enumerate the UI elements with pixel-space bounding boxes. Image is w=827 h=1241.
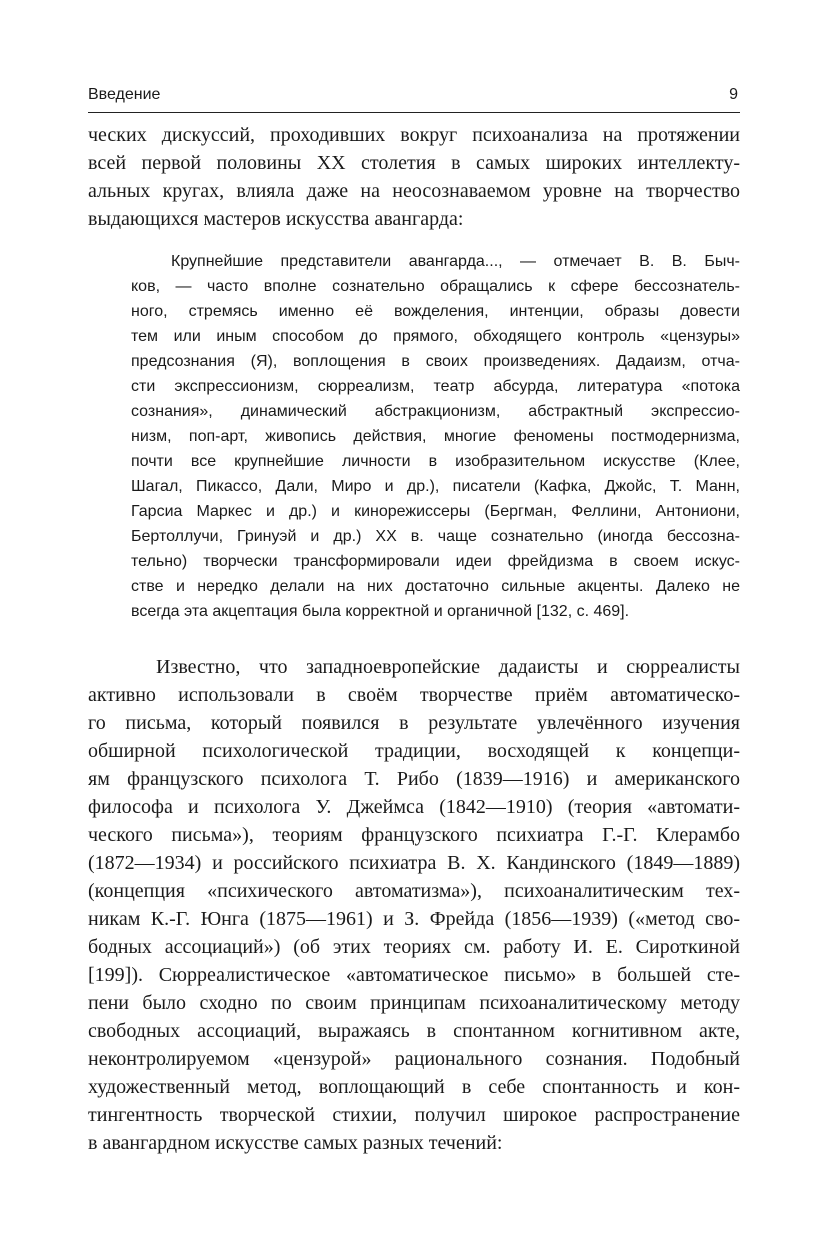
text-line: Известно, что западноевропейские дадаисты и сюрреалисты — [156, 656, 740, 678]
paragraph-main — [88, 656, 740, 1160]
quote-line: низм, поп-арт, живопись действия, многие феномены постмодернизма, — [131, 428, 740, 445]
text-line: выдающихся мастеров искусства авангарда: — [88, 208, 464, 230]
quote-line: Бертоллучи, Гринуэй и др.) ХХ в. чаще сознательно (иногда бессозна- — [131, 528, 740, 545]
text-line: никам К.-Г. Юнга (1875—1961) и З. Фрейда (1856—1939) («метод сво- — [88, 908, 740, 930]
quote-line: сти экспрессионизм, сюрреализм, театр абсурда, литература «потока — [131, 378, 740, 395]
text-line: художественный метод, воплощающий в себе спонтанность и кон- — [88, 1076, 740, 1098]
text-line: бодных ассоциаций») (об этих теориях см. работу И. Е. Сироткиной — [88, 936, 740, 958]
quote-line: стве и нередко делали на них достаточно сильные акценты. Далеко не — [131, 578, 740, 595]
text-line: обширной психологической традиции, восходящей к концепци- — [88, 740, 740, 762]
running-header — [88, 84, 740, 113]
quote-line: ного, стремясь именно её вожделения, интенции, образы довести — [131, 303, 740, 320]
text-line: неконтролируемом «цензурой» рационального сознания. Подобный — [88, 1048, 740, 1070]
quote-line: тельно) творчески трансформировали идеи фрейдизма в своем искус- — [131, 553, 740, 570]
text-line: го письма, который появился в результате увлечённого изучения — [88, 712, 740, 734]
quote-line: Гарсиа Маркес и др.) и кинорежиссеры (Бергман, Феллини, Антониони, — [131, 503, 740, 520]
chapter-title: Введение — [88, 86, 161, 103]
text-line: ческого письма»), теориям французского психиатра Г.-Г. Клерамбо — [88, 824, 740, 846]
text-line: ческих дискуссий, проходивших вокруг психоанализа на протяжении — [88, 124, 740, 146]
quote-line: ков, — часто вполне сознательно обращались к сфере бессознатель- — [131, 278, 740, 295]
quote-line: Шагал, Пикассо, Дали, Миро и др.), писатели (Кафка, Джойс, Т. Манн, — [131, 478, 740, 495]
block-quote — [131, 253, 740, 633]
text-line: [199]). Сюрреалистическое «автоматическое письмо» в большей сте- — [88, 964, 740, 986]
page-number: 9 — [729, 86, 738, 103]
quote-line: Крупнейшие представители авангарда..., — отмечает В. В. Быч- — [171, 253, 740, 270]
paragraph-continuation — [88, 124, 740, 236]
text-line: (1872—1934) и российского психиатра В. Х. Кандинского (1849—1889) — [88, 852, 740, 874]
quote-line: всегда эта акцептация была корректной и органичной [132, с. 469]. — [131, 603, 630, 620]
text-line: свободных ассоциаций, выражаясь в спонтанном когнитивном акте, — [88, 1020, 740, 1042]
text-line: тингентность творческой стихии, получил широкое распространение — [88, 1104, 740, 1126]
text-line: (концепция «психического автоматизма»), психоаналитическим тех- — [88, 880, 740, 902]
text-line: ям французского психолога Т. Рибо (1839—1916) и американского — [88, 768, 740, 790]
text-line: всей первой половины ХХ столетия в самых широких интеллекту- — [88, 152, 740, 174]
text-line: активно использовали в своём творчестве приём автоматическо- — [88, 684, 740, 706]
quote-line: сознания», динамический абстракционизм, абстрактный экспрессио- — [131, 403, 740, 420]
quote-line: предсознания (Я), воплощения в своих произведениях. Дадаизм, отча- — [131, 353, 740, 370]
quote-line: тем или иным способом до прямого, обходящего контроль «цензуры» — [131, 328, 740, 345]
text-line: философа и психолога У. Джеймса (1842—1910) (теория «автомати- — [88, 796, 740, 818]
text-line: пени было сходно по своим принципам психоаналитическому методу — [88, 992, 740, 1014]
text-line: альных кругах, влияла даже на неосознаваемом уровне на творчество — [88, 180, 740, 202]
text-line: в авангардном искусстве самых разных течений: — [88, 1132, 503, 1154]
quote-line: почти все крупнейшие личности в изобразительном искусстве (Клее, — [131, 453, 740, 470]
